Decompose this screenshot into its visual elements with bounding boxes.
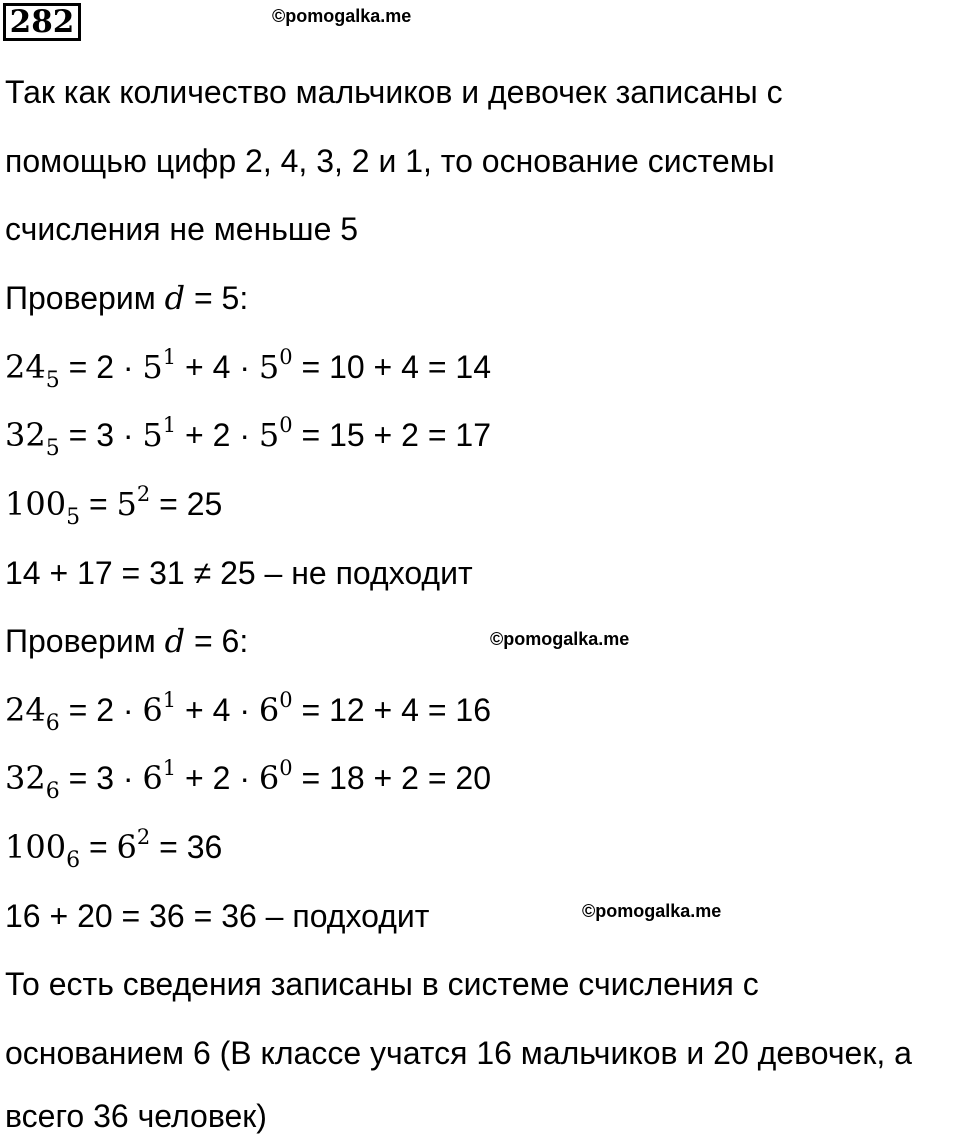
check6-conclusion: 16 + 20 = 36 = 36 – подходит — [5, 898, 430, 934]
expr: = 25 — [150, 486, 223, 522]
power-base: 5 — [142, 416, 163, 454]
check-label: Проверим — [5, 623, 156, 659]
variable-d: d — [164, 622, 186, 660]
exponent: 0 — [279, 756, 293, 780]
expr: + 4 · — [176, 349, 259, 385]
final-line-2: основанием 6 (В классе учатся 16 мальчиков и 20 девочек, а — [5, 1035, 912, 1071]
exponent: 1 — [162, 756, 177, 780]
expr: = — [80, 486, 117, 522]
power-base: 6 — [116, 828, 137, 866]
intro-line-3: счисления не меньше 5 — [5, 211, 359, 247]
check6-heading — [5, 621, 248, 661]
number: 100 — [5, 828, 67, 866]
number: 24 — [5, 348, 46, 386]
number: 100 — [5, 485, 67, 523]
exponent: 1 — [162, 688, 177, 712]
watermark: ©pomogalka.me — [582, 901, 722, 921]
expr: = 10 + 4 = 14 — [292, 349, 491, 385]
check5-conclusion: 14 + 17 = 31 ≠ 25 – не подходит — [5, 555, 473, 591]
expr: + 4 · — [176, 692, 259, 728]
expr: = 15 + 2 = 17 — [292, 417, 491, 453]
exponent: 0 — [279, 345, 293, 369]
check5-equation-3 — [5, 482, 223, 530]
task-number-box: 282 — [3, 3, 81, 41]
check6-equation-3 — [5, 825, 223, 873]
base-subscript: 6 — [45, 779, 60, 804]
intro-line-2: помощью цифр 2, 4, 3, 2 и 1, то основание системы — [5, 143, 775, 179]
watermark: ©pomogalka.me — [490, 629, 630, 649]
power-base: 5 — [258, 416, 280, 454]
check-label: Проверим — [5, 280, 156, 316]
number: 32 — [5, 416, 46, 454]
watermark: ©pomogalka.me — [272, 6, 412, 26]
check5-equation-1 — [5, 345, 491, 393]
exponent: 2 — [136, 825, 151, 849]
number: 32 — [5, 759, 46, 797]
power-base: 6 — [258, 759, 280, 797]
expr: + 2 · — [176, 760, 259, 796]
power-base: 5 — [142, 348, 163, 386]
check6-equation-1 — [5, 688, 491, 736]
check5-equation-2 — [5, 413, 491, 461]
exponent: 1 — [162, 413, 177, 437]
power-base: 5 — [258, 348, 280, 386]
check-value: = 6: — [185, 623, 249, 659]
expr: = — [80, 829, 117, 865]
expr: = 36 — [150, 829, 223, 865]
expr: = 18 + 2 = 20 — [292, 760, 491, 796]
expr: = 3 · — [59, 760, 143, 796]
power-base: 6 — [258, 691, 280, 729]
expr: + 2 · — [176, 417, 259, 453]
base-subscript: 5 — [45, 436, 60, 461]
intro-line-1: Так как количество мальчиков и девочек записаны с — [5, 74, 783, 110]
base-subscript: 5 — [45, 368, 60, 393]
exponent: 0 — [279, 688, 293, 712]
expr: = 3 · — [59, 417, 143, 453]
exponent: 2 — [136, 482, 151, 506]
power-base: 6 — [142, 759, 163, 797]
variable-d: d — [164, 279, 186, 317]
number: 24 — [5, 691, 46, 729]
final-line-1: То есть сведения записаны в системе счисления с — [5, 966, 759, 1002]
expr: = 2 · — [59, 349, 143, 385]
expr: = 2 · — [59, 692, 143, 728]
power-base: 6 — [142, 691, 163, 729]
final-line-3: всего 36 человек) — [5, 1098, 267, 1134]
exponent: 1 — [162, 345, 177, 369]
expr: = 12 + 4 = 16 — [292, 692, 491, 728]
base-subscript: 5 — [66, 505, 81, 530]
check-value: = 5: — [185, 280, 249, 316]
check5-heading — [5, 278, 248, 318]
check6-equation-2 — [5, 756, 491, 804]
base-subscript: 6 — [66, 848, 81, 873]
power-base: 5 — [116, 485, 137, 523]
exponent: 0 — [279, 413, 293, 437]
base-subscript: 6 — [45, 711, 60, 736]
